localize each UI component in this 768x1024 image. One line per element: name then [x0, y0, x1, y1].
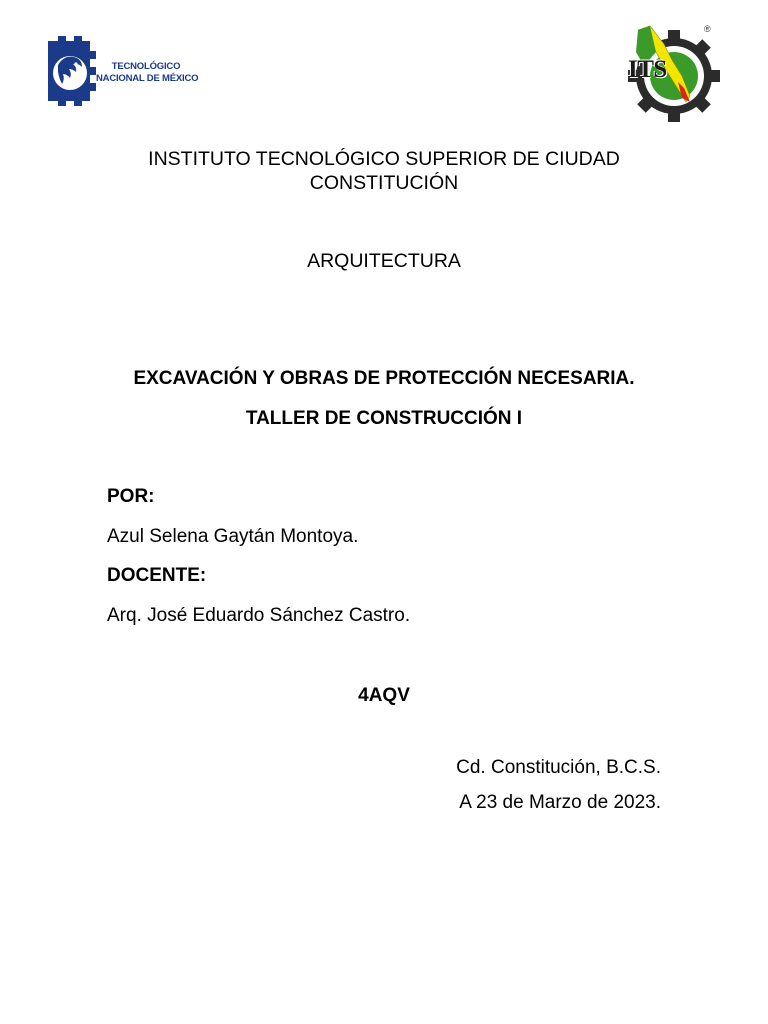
tecnm-logo — [44, 35, 199, 111]
subject-title: TALLER DE CONSTRUCCIÓN I — [245, 408, 523, 429]
institute-line1: INSTITUTO TECNOLÓGICO SUPERIOR DE CIUDAD — [148, 148, 620, 170]
registered-mark: ® — [704, 24, 711, 34]
institute-line2: CONSTITUCIÓN — [309, 172, 459, 194]
its-logo-letters: ITS — [628, 56, 667, 83]
date-text: A 23 de Marzo de 2023. — [459, 792, 661, 813]
tecnm-gear-eagle-icon — [44, 35, 96, 111]
career-name: ARQUITECTURA — [307, 250, 461, 272]
teacher-name: Arq. José Eduardo Sánchez Castro. — [107, 605, 411, 626]
teacher-label: DOCENTE: — [107, 565, 207, 586]
tecnm-logo-line1: TECNOLÓGICO — [111, 61, 181, 72]
place-text: Cd. Constitución, B.C.S. — [456, 757, 661, 778]
institute-title — [0, 147, 768, 195]
group-code: 4AQV — [358, 685, 410, 706]
tecnm-logo-line2: NACIONAL DE MÉXICO — [96, 73, 199, 84]
author-label: POR: — [107, 486, 155, 507]
tecnm-logo-text — [96, 61, 199, 85]
topic-title: EXCAVACIÓN Y OBRAS DE PROTECCIÓN NECESARIA. — [133, 368, 635, 389]
author-name: Azul Selena Gaytán Montoya. — [107, 526, 359, 547]
its-logo — [620, 22, 724, 126]
